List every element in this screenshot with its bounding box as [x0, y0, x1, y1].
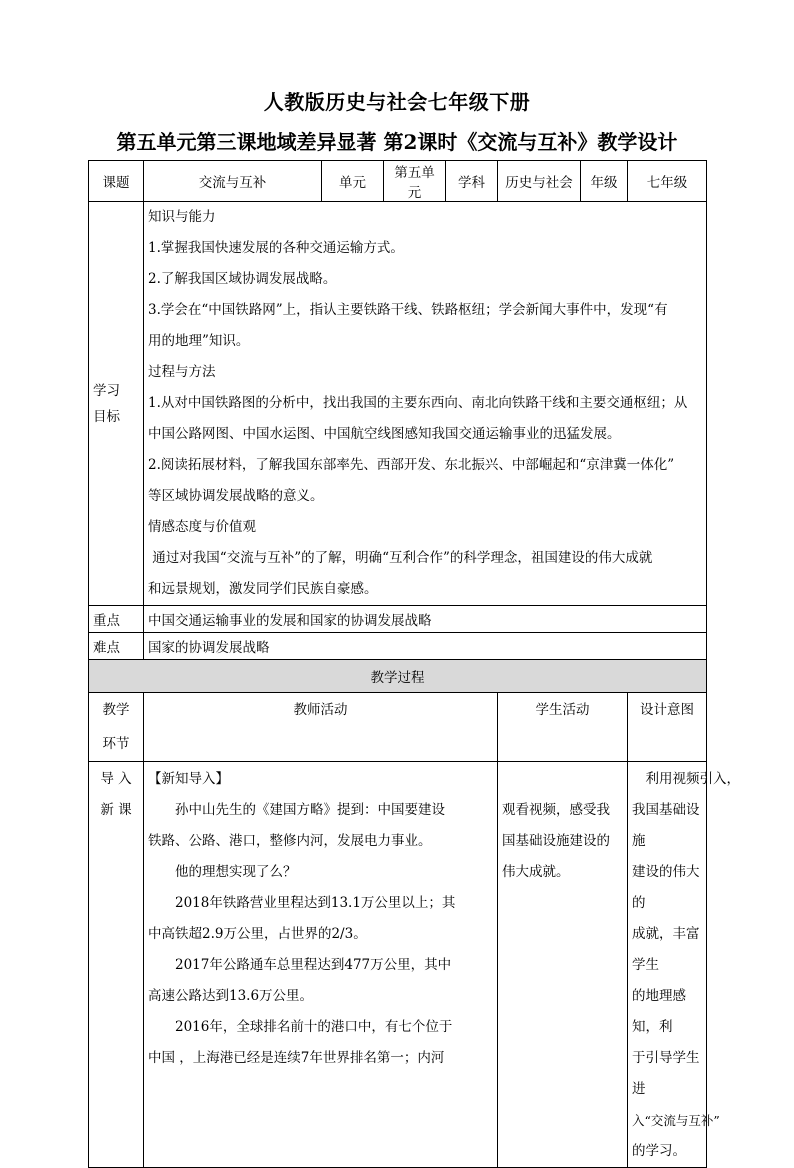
grade-value: 七年级: [628, 161, 707, 202]
teacher-line: 2016年，全球排名前十的港口中，有七个位于: [175, 1019, 453, 1035]
objectives-line: 3.学会在“中国铁路网”上，指认主要铁路干线、铁路枢纽；学会新闻大事件中，发现“有: [148, 302, 668, 318]
objectives-line: 情感态度与价值观: [148, 519, 256, 535]
student-line: 国基础设施建设的: [502, 833, 610, 849]
objectives-line: 过程与方法: [148, 364, 216, 380]
objectives-row: [89, 202, 707, 606]
process-title: 教学过程: [89, 660, 707, 693]
key-point-label: 重点: [89, 606, 144, 633]
objectives-line: 2.了解我国区域协调发展战略。: [148, 271, 337, 287]
teacher-line: 高速公路达到13.6万公里。: [148, 988, 314, 1004]
student-line: 观看视频，感受我: [502, 802, 610, 818]
col-teacher-header: 教师活动: [144, 693, 498, 762]
objectives-line: 通过对我国“交流与互补”的了解，明确“互利合作”的科学理念，祖国建设的伟大成就: [148, 550, 653, 566]
objectives-label: 学习 目标: [89, 202, 144, 606]
key-point-row: [89, 606, 707, 633]
teacher-line: 【新知导入】: [148, 771, 229, 787]
intent-line: 建设的伟大的: [632, 864, 700, 911]
objectives-line: 中国公路网图、中国水运图、中国航空线图感知我国交通运输事业的迅猛发展。: [148, 426, 621, 442]
info-row: [89, 161, 707, 202]
subject-value: 历史与社会: [498, 161, 581, 202]
difficulty-value: 国家的协调发展战略: [144, 633, 707, 660]
subject-label: 学科: [446, 161, 498, 202]
student-activity: [498, 762, 628, 1168]
lesson-plan-table: [88, 160, 740, 1168]
unit-label: 单元: [322, 161, 384, 202]
teacher-line: 他的理想实现了么？: [175, 864, 297, 880]
objectives-line: 2.阅读拓展材料，了解我国东部率先、西部开发、东北振兴、中部崛起和“京津冀一体化”: [148, 457, 675, 473]
objectives-line: 1.掌握我国快速发展的各种交通运输方式。: [148, 240, 404, 256]
process-intro-row: [89, 762, 707, 1168]
intent-line: 成就，丰富学生: [632, 926, 700, 973]
document-title: 人教版历史与社会七年级下册: [263, 90, 531, 114]
objectives-line: 1.从对中国铁路图的分析中，找出我国的主要东西向、南北向铁路干线和主要交通枢纽；从: [148, 395, 688, 411]
objectives-line: 等区域协调发展战略的意义。: [148, 488, 324, 504]
grade-label: 年级: [581, 161, 628, 202]
teacher-line: 中国 ，上海港已经是连续7年世界排名第一；内河: [148, 1050, 445, 1066]
teacher-line: 中高铁超2.9万公里，占世界的2/3。: [148, 926, 367, 942]
difficulty-row: [89, 633, 707, 660]
unit-value: 第五单元: [384, 161, 446, 202]
topic-value: 交流与互补: [144, 161, 322, 202]
intent-line: 利用视频引入，: [645, 771, 740, 787]
stage-cell: 导 入 新 课: [89, 762, 144, 1168]
teacher-line: 孙中山先生的《建国方略》提到：中国要建设: [175, 802, 445, 818]
col-intent-header: 设计意图: [628, 693, 707, 762]
teacher-line: 2017年公路通车总里程达到477万公里，其中: [175, 957, 452, 973]
design-intent: [628, 762, 740, 1168]
intent-line: 我国基础设施: [632, 802, 700, 849]
key-point-value: 中国交通运输事业的发展和国家的协调发展战略: [144, 606, 707, 633]
teacher-activity: [144, 762, 498, 1168]
teacher-line: 铁路、公路、港口，整修内河，发展电力事业。: [148, 833, 432, 849]
objectives-content: [144, 202, 707, 606]
difficulty-label: 难点: [89, 633, 144, 660]
intent-line: 于引导学生进: [632, 1050, 700, 1097]
objectives-line: 知识与能力: [148, 209, 216, 225]
intent-line: 入“交流与互补”: [632, 1113, 720, 1128]
objectives-line: 用的地理”知识。: [148, 333, 250, 349]
col-student-header: 学生活动: [498, 693, 628, 762]
student-line: 伟大成就。: [502, 864, 570, 880]
intent-line: 的学习。: [632, 1143, 686, 1159]
intent-line: 的地理感知，利: [632, 988, 686, 1035]
document-subtitle: 第五单元第三课地域差异显著 第2课时《交流与互补》教学设计: [116, 130, 678, 154]
process-title-row: [89, 660, 707, 693]
col-stage-header: 教学 环节: [89, 693, 144, 762]
teacher-line: 2018年铁路营业里程达到13.1万公里以上；其: [175, 895, 456, 911]
process-header-row: [89, 693, 707, 762]
topic-label: 课题: [89, 161, 144, 202]
objectives-line: 和远景规划，激发同学们民族自豪感。: [148, 581, 378, 597]
